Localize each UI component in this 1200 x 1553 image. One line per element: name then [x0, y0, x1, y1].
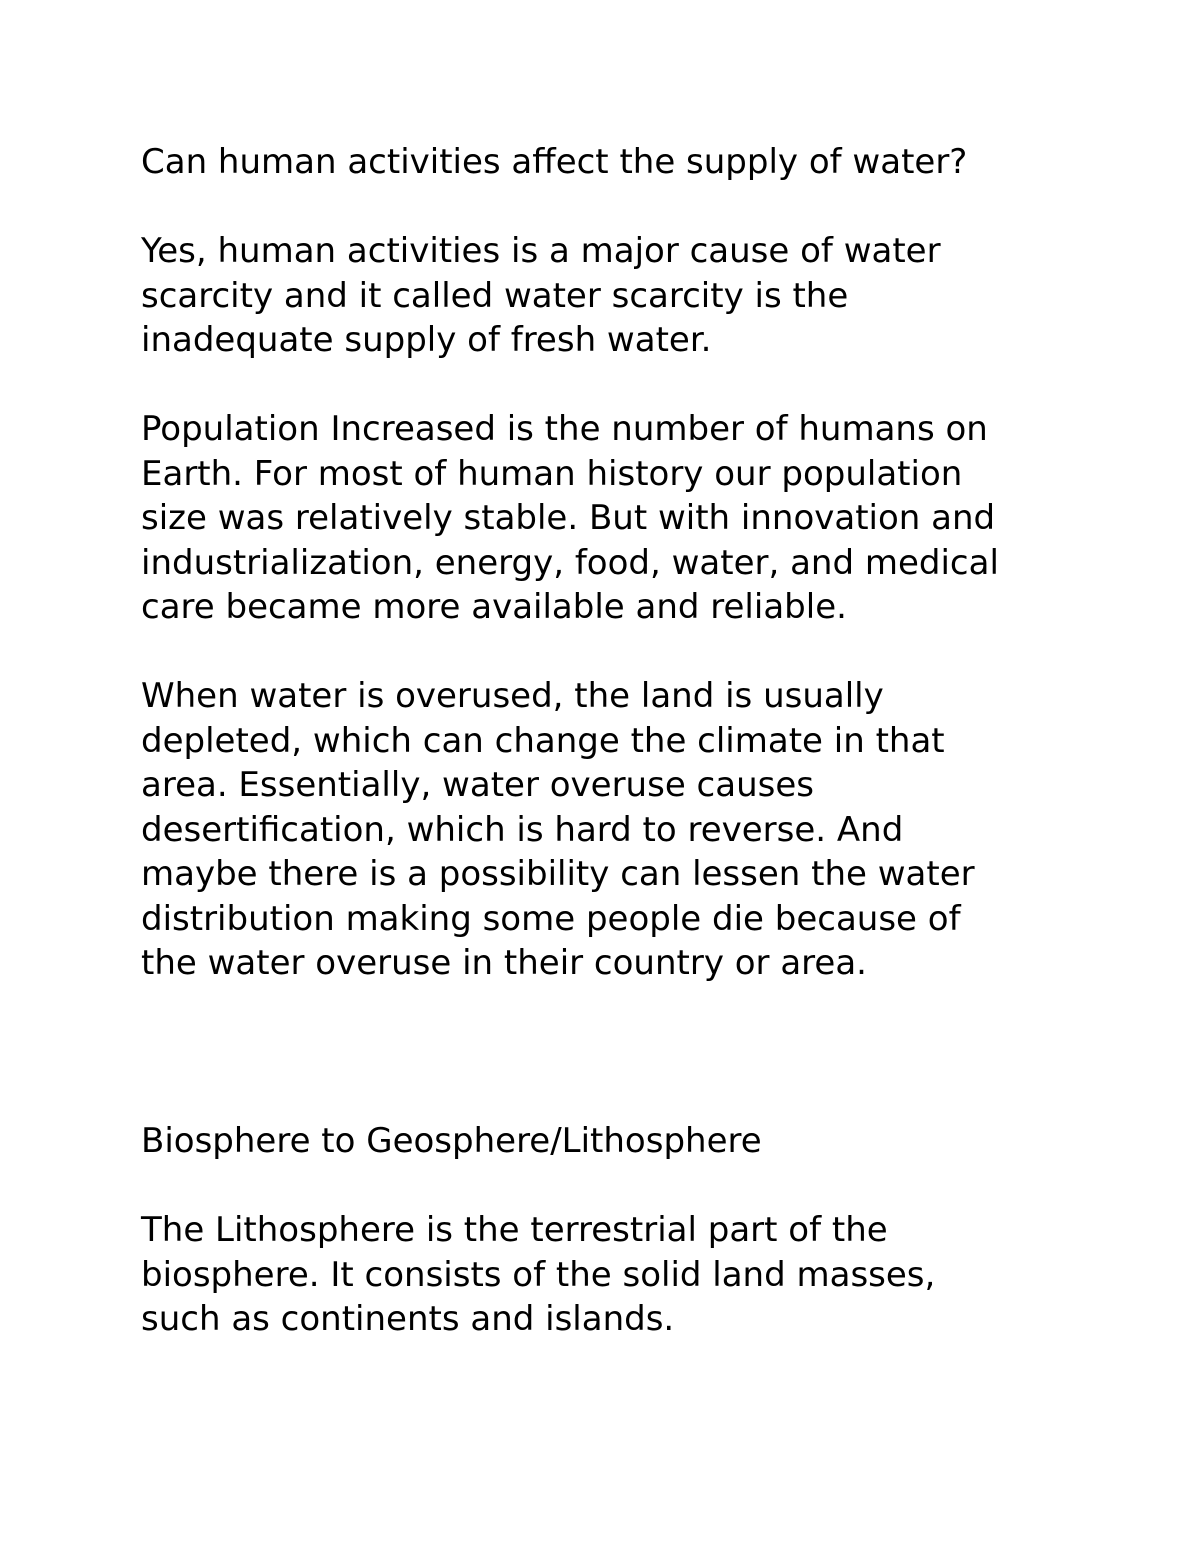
population-line: care became more available and reliable. — [141, 587, 847, 627]
population-line: Population Increased is the number of humans on — [141, 409, 988, 449]
question-line: Can human activities affect the supply of water? — [141, 142, 968, 182]
lithosphere-line: biosphere. It consists of the solid land masses, — [141, 1254, 936, 1295]
overuse-paragraph — [141, 674, 1091, 986]
overuse-line: When water is overused, the land is usually — [141, 676, 884, 716]
population-line: industrialization, energy, food, water, and medical — [141, 542, 999, 583]
overuse-line: depleted, which can change the climate in that — [141, 720, 945, 761]
population-line: size was relatively stable. But with innovation and — [141, 498, 996, 538]
document-page — [141, 140, 1091, 1342]
population-paragraph — [141, 407, 1091, 630]
overuse-line: distribution making some people die because of — [141, 898, 961, 939]
section-heading: Biosphere to Geosphere/Lithosphere — [141, 1121, 762, 1161]
lithosphere-line: The Lithosphere is the terrestrial part of the — [141, 1210, 888, 1250]
overuse-line: desertification, which is hard to reverse. And — [141, 809, 904, 850]
lithosphere-line: such as continents and islands. — [141, 1299, 675, 1339]
answer-paragraph — [141, 229, 1091, 363]
overuse-line: the water overuse in their country or area. — [141, 943, 867, 983]
lithosphere-paragraph — [141, 1208, 1091, 1342]
overuse-line: area. Essentially, water overuse causes — [141, 765, 814, 805]
answer-line: scarcity and it called water scarcity is the — [141, 275, 849, 316]
answer-line: Yes, human activities is a major cause of water — [141, 231, 941, 271]
answer-line: inadequate supply of fresh water. — [141, 320, 712, 360]
population-line: Earth. For most of human history our population — [141, 453, 963, 494]
overuse-line: maybe there is a possibility can lessen the water — [141, 854, 975, 894]
